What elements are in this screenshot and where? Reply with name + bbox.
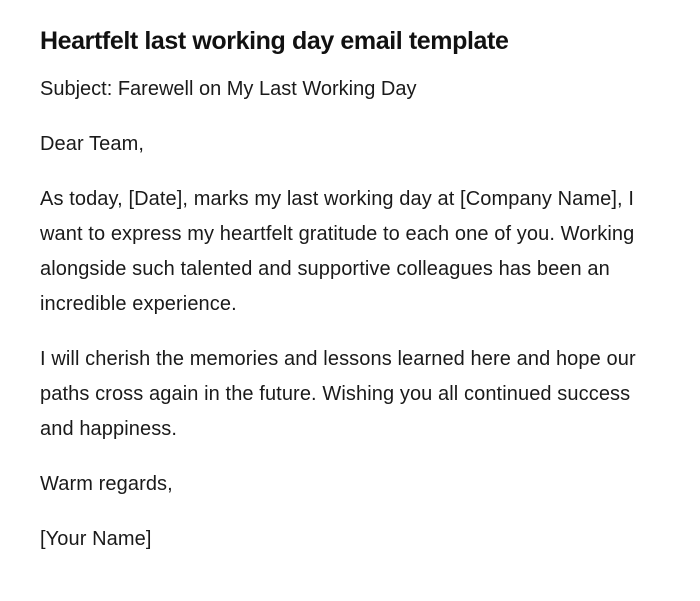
email-body-paragraph-2: I will cherish the memories and lessons learned here and hope our paths cross again in the future. Wishing you all continued success and happiness. — [40, 348, 636, 440]
email-body-paragraph-1: As today, [Date], marks my last working day at [Company Name], I want to express my heartfelt gratitude to each one of you. Working alongside such talented and supportive colleagues has been an incredible experience. — [40, 188, 635, 315]
email-closing: Warm regards, — [40, 473, 173, 495]
email-signature: [Your Name] — [40, 528, 152, 550]
page-title: Heartfelt last working day email template — [40, 27, 509, 55]
email-subject-line: Subject: Farewell on My Last Working Day — [40, 78, 417, 100]
email-greeting: Dear Team, — [40, 133, 145, 155]
email-template-document — [40, 24, 660, 557]
